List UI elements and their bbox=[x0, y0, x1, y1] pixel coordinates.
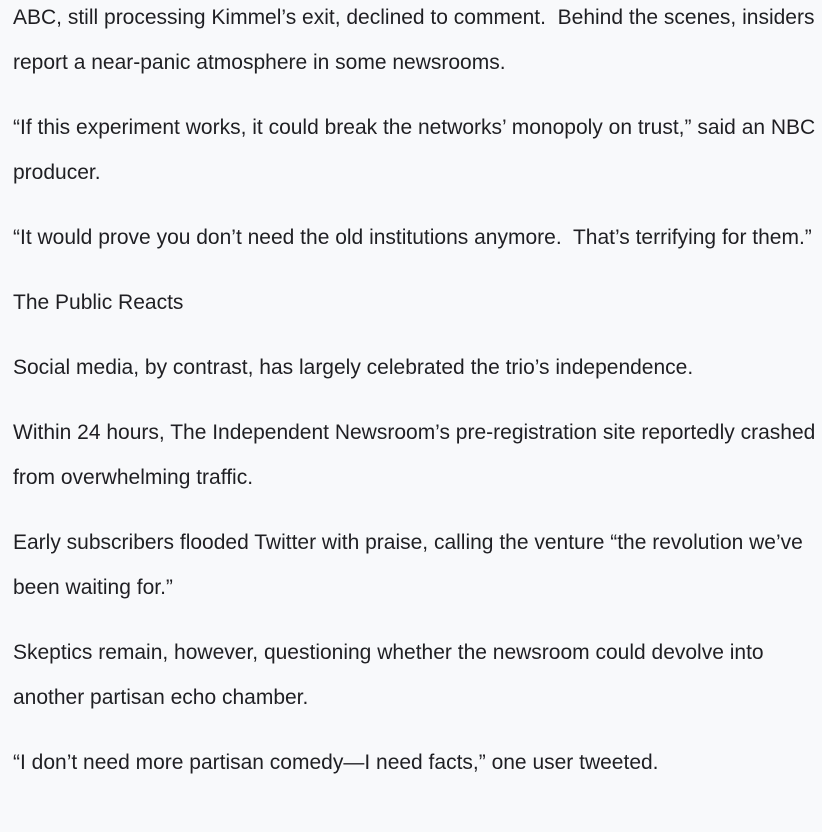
paragraph-abc-comment: ABC, still processing Kimmel’s exit, declined to comment. Behind the scenes, insiders report a near-panic atmosphere in some newsrooms. bbox=[13, 6, 821, 74]
paragraph-social-media: Social media, by contrast, has largely celebrated the trio’s independence. bbox=[13, 356, 694, 379]
section-heading-public-reacts: The Public Reacts bbox=[13, 291, 184, 314]
paragraph-site-crash: Within 24 hours, The Independent Newsroom’s pre-registration site reportedly crashed from overwhelming traffic. bbox=[13, 421, 822, 489]
article-body bbox=[13, 0, 822, 805]
paragraph-subscribers-praise: Early subscribers flooded Twitter with praise, calling the venture “the revolution we’ve been waiting for.” bbox=[13, 531, 809, 599]
paragraph-institutions-quote: “It would prove you don’t need the old institutions anymore. That’s terrifying for them.” bbox=[13, 226, 812, 249]
paragraph-skeptics: Skeptics remain, however, questioning whether the newsroom could devolve into another partisan echo chamber. bbox=[13, 641, 770, 709]
paragraph-nbc-quote: “If this experiment works, it could break the networks’ monopoly on trust,” said an NBC producer. bbox=[13, 116, 822, 184]
paragraph-user-tweet: “I don’t need more partisan comedy—I need facts,” one user tweeted. bbox=[13, 751, 659, 774]
